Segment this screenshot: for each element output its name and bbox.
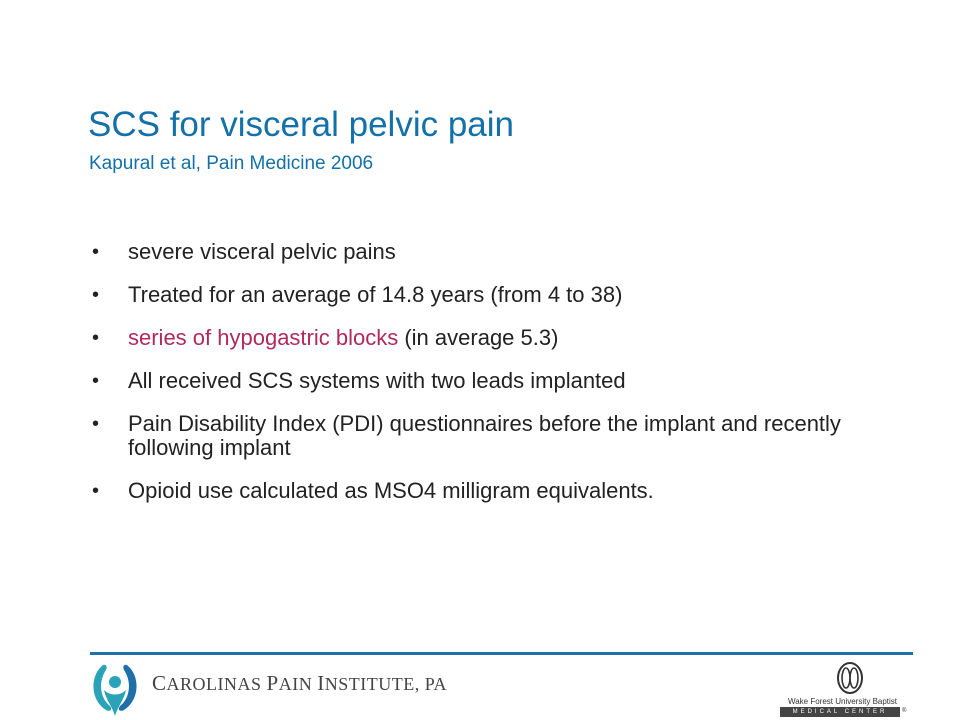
slide-subtitle: Kapural et al, Pain Medicine 2006 (89, 153, 374, 174)
footer-divider (90, 652, 913, 655)
bullet-list (90, 240, 850, 522)
bullet-dot-icon: • (92, 480, 100, 502)
registered-mark: ® (902, 708, 907, 714)
bullet-item (90, 283, 850, 307)
medical-center-bar: MEDICAL CENTER (780, 707, 900, 717)
bullet-text: severe visceral pelvic pains (128, 239, 396, 264)
slide-title: SCS for visceral pelvic pain (88, 105, 514, 144)
bullet-dot-icon: • (92, 327, 100, 349)
bullet-item (90, 479, 850, 503)
bullet-item (90, 369, 850, 393)
bullet-highlight-text: series of hypogastric blocks (128, 325, 399, 350)
bullet-dot-icon: • (92, 284, 100, 306)
wake-forest-name: Wake Forest University Baptist (787, 697, 898, 706)
bullet-dot-icon: • (92, 413, 100, 435)
bullet-dot-icon: • (92, 241, 100, 263)
bullet-text: Opioid use calculated as MSO4 milligram equivalents. (128, 478, 654, 503)
bullet-text: All received SCS systems with two leads implanted (128, 368, 626, 393)
bullet-dot-icon: • (92, 370, 100, 392)
bullet-text: Treated for an average of 14.8 years (from 4 to 38) (128, 282, 623, 307)
carolinas-pain-institute-name: CAROLINAS PAIN INSTITUTE, PA (152, 671, 448, 695)
carolinas-pain-institute-logo-icon (88, 660, 142, 718)
wake-forest-seal-icon (836, 662, 864, 694)
bullet-text: (in average 5.3) (398, 325, 559, 350)
bullet-item (90, 240, 850, 264)
bullet-item (90, 326, 850, 350)
bullet-text: Pain Disability Index (PDI) questionnaires before the implant and recently following implant (128, 411, 841, 460)
bullet-item (90, 412, 850, 460)
